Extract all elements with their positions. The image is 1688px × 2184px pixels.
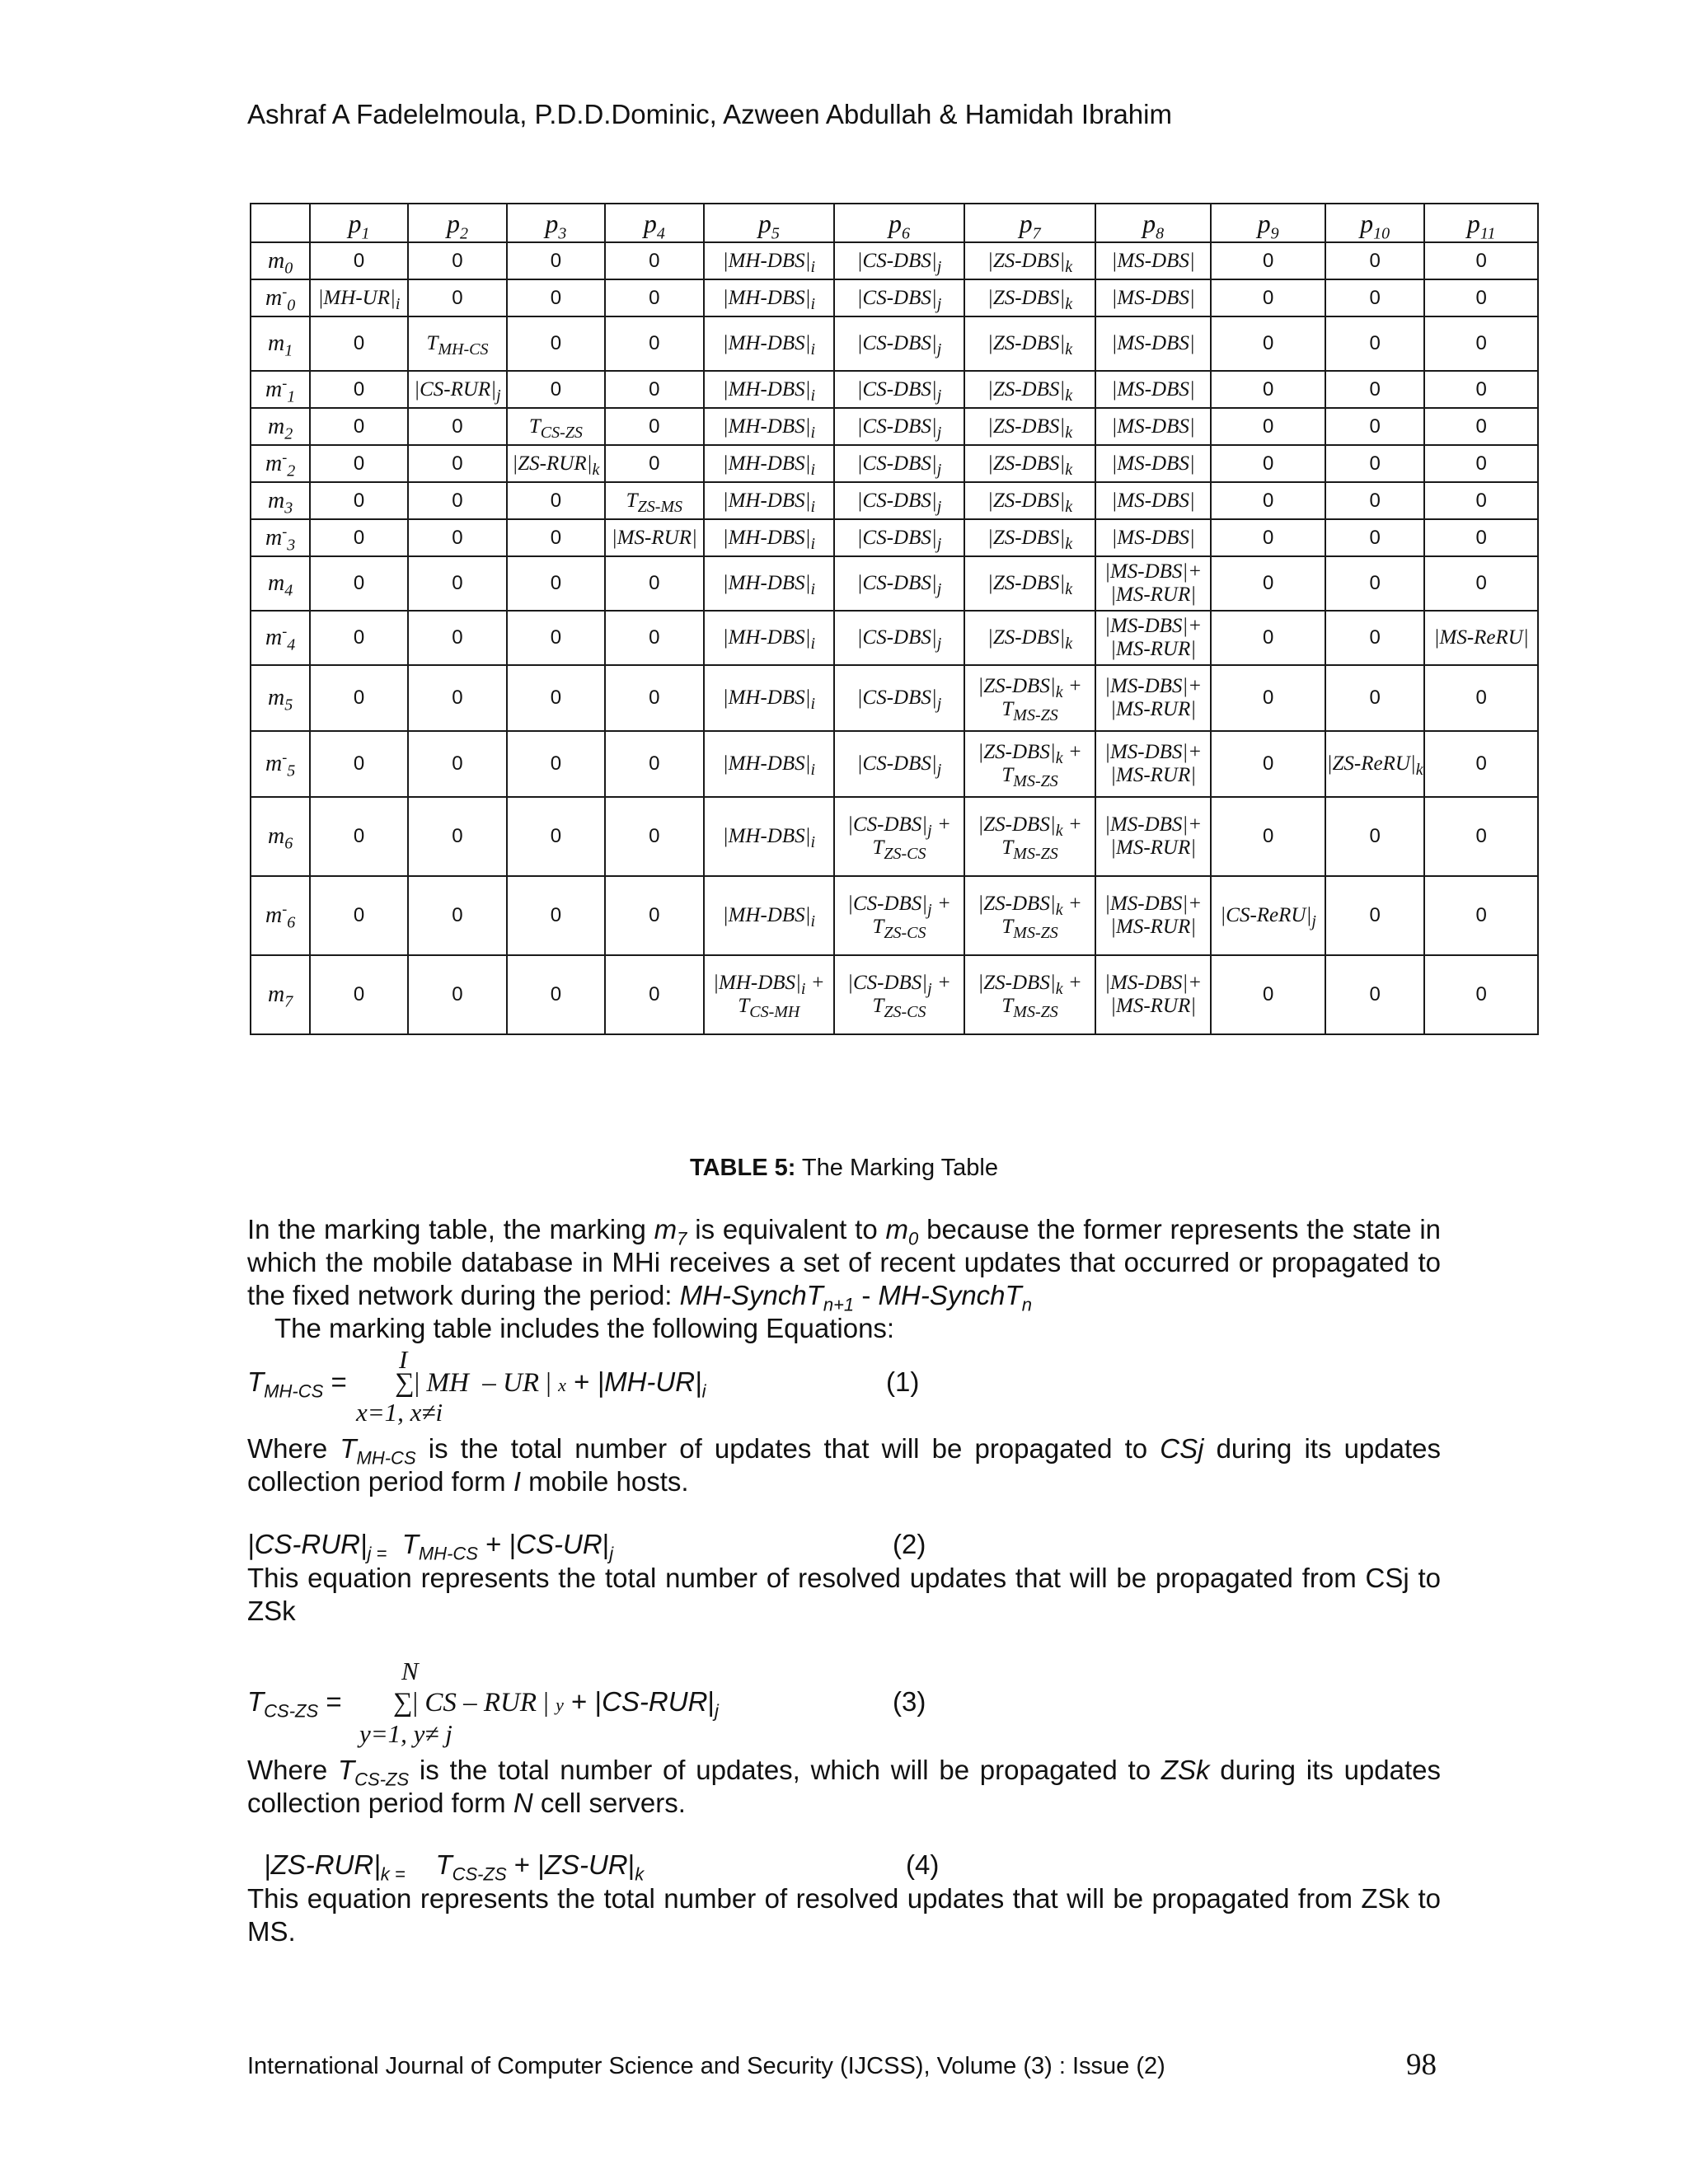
table-cell: $|MH-DBS|_i$ + $T_{CS-MH}$ xyxy=(704,955,834,1034)
table-row xyxy=(251,876,1538,955)
table-cell: $|CS-DBS|_j$ xyxy=(834,316,965,371)
table-cell: 0 xyxy=(310,242,407,279)
table-cell: 0 xyxy=(408,611,507,665)
row-label: $m^-_2$ xyxy=(251,445,310,482)
header-p7: $p_7$ xyxy=(964,204,1095,242)
table-cell: 0 xyxy=(310,876,407,955)
table-cell: $T_{ZS-MS}$ xyxy=(605,482,704,519)
table-cell: $|ZS-DBS|_k$ xyxy=(964,279,1095,316)
table-cell: $|CS-DBS|_j$ xyxy=(834,371,965,408)
table-cell: 0 xyxy=(1211,371,1325,408)
table-cell: $|CS-DBS|_j$ xyxy=(834,556,965,611)
table-cell: 0 xyxy=(507,731,604,797)
row-label: $m^-_3$ xyxy=(251,519,310,556)
table-cell: 0 xyxy=(507,797,604,876)
table-cell: $|MH-DBS|_i$ xyxy=(704,242,834,279)
table-cell: $|ZS-DBS|_k$ xyxy=(964,408,1095,445)
table-row xyxy=(251,556,1538,611)
table-cell: 0 xyxy=(1325,519,1424,556)
table-cell: $|ZS-DBS|_k$ + $T_{MS-ZS}$ xyxy=(964,665,1095,731)
table-cell: 0 xyxy=(1325,445,1424,482)
table-cell: $|ZS-DBS|_k$ xyxy=(964,371,1095,408)
table-cell: 0 xyxy=(1424,731,1538,797)
table-cell: $|ZS-DBS|_k$ xyxy=(964,445,1095,482)
table-header-row xyxy=(251,204,1538,242)
table-cell: 0 xyxy=(1325,611,1424,665)
table-cell: 0 xyxy=(1325,316,1424,371)
table-cell: $|MH-DBS|_i$ xyxy=(704,797,834,876)
table-cell: 0 xyxy=(1211,955,1325,1034)
table-row xyxy=(251,665,1538,731)
table-cell: 0 xyxy=(1211,731,1325,797)
table-cell: $|MH-DBS|_i$ xyxy=(704,665,834,731)
table-cell: 0 xyxy=(1211,482,1325,519)
description-2: This equation represents the total number of resolved updates that will be propagated from CSj to ZSk xyxy=(247,1563,1441,1626)
table-cell: 0 xyxy=(1211,556,1325,611)
table-cell: $|CS-ReRU|_j$ xyxy=(1211,876,1325,955)
table-cell: 0 xyxy=(408,519,507,556)
table-cell: 0 xyxy=(507,519,604,556)
table-cell: $|MH-DBS|_i$ xyxy=(704,482,834,519)
table-cell: $|MH-DBS|_i$ xyxy=(704,316,834,371)
row-label: $m_6$ xyxy=(251,797,310,876)
table-cell: $|CS-DBS|_j$ + $T_{ZS-CS}$ xyxy=(834,955,965,1034)
table-row xyxy=(251,408,1538,445)
table-cell: 0 xyxy=(1325,482,1424,519)
table-cell: $|CS-RUR|_j$ xyxy=(408,371,507,408)
table-cell: 0 xyxy=(310,519,407,556)
table-cell: 0 xyxy=(1325,665,1424,731)
table-cell: 0 xyxy=(408,731,507,797)
table-cell: 0 xyxy=(310,556,407,611)
table-cell: |MS-DBS|+ |MS-RUR| xyxy=(1095,955,1212,1034)
table-cell: 0 xyxy=(1424,519,1538,556)
table-cell: |MS-DBS| xyxy=(1095,482,1212,519)
table-cell: $|MH-DBS|_i$ xyxy=(704,519,834,556)
table-cell: 0 xyxy=(408,482,507,519)
footer-journal: International Journal of Computer Science and Security (IJCSS), Volume (3) : Issue (2) xyxy=(247,2053,1165,2079)
table-cell: 0 xyxy=(1211,665,1325,731)
equation-3: $T_{CS-ZS}$ = ∑| CS – RUR | $y + |CS-RUR|_j$ xyxy=(247,1686,719,1722)
row-label: $m^-_4$ xyxy=(251,611,310,665)
table-cell: 0 xyxy=(1211,242,1325,279)
table-body xyxy=(251,242,1538,1034)
table-cell: 0 xyxy=(1325,556,1424,611)
table-cell: 0 xyxy=(1424,482,1538,519)
table-cell: 0 xyxy=(1325,408,1424,445)
eq4-number: (4) xyxy=(906,1849,940,1880)
table-cell: 0 xyxy=(1424,556,1538,611)
table-cell: |MS-DBS| xyxy=(1095,371,1212,408)
header-p3: $p_3$ xyxy=(507,204,604,242)
table-cell: 0 xyxy=(310,482,407,519)
table-cell: |MS-DBS| xyxy=(1095,408,1212,445)
table-cell: 0 xyxy=(1325,797,1424,876)
table-cell: 0 xyxy=(1424,955,1538,1034)
row-label: $m^-_0$ xyxy=(251,279,310,316)
table-cell: $|ZS-DBS|_k$ + $T_{MS-ZS}$ xyxy=(964,797,1095,876)
table-cell: 0 xyxy=(310,445,407,482)
table-cell: $|MH-DBS|_i$ xyxy=(704,408,834,445)
table-cell: $|ZS-DBS|_k$ xyxy=(964,482,1095,519)
table-cell: $|MH-DBS|_i$ xyxy=(704,279,834,316)
table-cell: 0 xyxy=(507,279,604,316)
table-cell: $|MH-DBS|_i$ xyxy=(704,445,834,482)
row-label: $m_4$ xyxy=(251,556,310,611)
table-cell: 0 xyxy=(507,316,604,371)
table-cell: 0 xyxy=(310,797,407,876)
table-cell: $|MH-UR|_i$ xyxy=(310,279,407,316)
header-p2: $p_2$ xyxy=(408,204,507,242)
table-cell: 0 xyxy=(1325,876,1424,955)
table-cell: |MS-DBS|+ |MS-RUR| xyxy=(1095,556,1212,611)
eq3-lower-limit: y=1, y≠ j xyxy=(359,1719,452,1748)
table-cell: 0 xyxy=(507,876,604,955)
table-cell: $|MH-DBS|_i$ xyxy=(704,876,834,955)
header-p5: $p_5$ xyxy=(704,204,834,242)
table-cell: 0 xyxy=(408,445,507,482)
row-label: $m^-_6$ xyxy=(251,876,310,955)
marking-table xyxy=(250,203,1539,1035)
table-cell: 0 xyxy=(605,242,704,279)
table-cell: $|CS-DBS|_j$ xyxy=(834,445,965,482)
table-row xyxy=(251,611,1538,665)
table-row xyxy=(251,482,1538,519)
table-cell: 0 xyxy=(1211,316,1325,371)
table-cell: 0 xyxy=(310,371,407,408)
table-cell: 0 xyxy=(1211,279,1325,316)
para1-rendered: In the marking table, the marking $m_7$ is equivalent to $m_0$ because the former represents the state in which the mobile database in MHi receives a set of recent updates that occurred or propagated to the fixed network during the period: MH-SynchT$_{n+1}$ - MH-SynchT$_n$ xyxy=(247,1214,1442,1315)
table-cell: 0 xyxy=(1424,876,1538,955)
table-cell: $|CS-DBS|_j$ xyxy=(834,731,965,797)
table-cell: 0 xyxy=(1211,445,1325,482)
table-cell: |MS-DBS| xyxy=(1095,242,1212,279)
table-row xyxy=(251,519,1538,556)
header-p1: $p_1$ xyxy=(310,204,407,242)
description-4: This equation represents the total number of resolved updates that will be propagated from ZSk to MS. xyxy=(247,1883,1441,1947)
table-cell: $|CS-DBS|_j$ xyxy=(834,519,965,556)
row-label: $m^-_1$ xyxy=(251,371,310,408)
table-cell: $|MH-DBS|_i$ xyxy=(704,731,834,797)
table-cell: $|ZS-DBS|_k$ xyxy=(964,242,1095,279)
table-cell: |MS-DBS|+ |MS-RUR| xyxy=(1095,665,1212,731)
row-label: $m_5$ xyxy=(251,665,310,731)
table-cell: |MS-DBS| xyxy=(1095,279,1212,316)
table-cell: $|ZS-RUR|_k$ xyxy=(507,445,604,482)
table-cell: 0 xyxy=(310,611,407,665)
table-cell: $|ZS-DBS|_k$ xyxy=(964,611,1095,665)
table-cell: |MS-DBS|+ |MS-RUR| xyxy=(1095,876,1212,955)
table-cell: 0 xyxy=(310,665,407,731)
row-label: $m_1$ xyxy=(251,316,310,371)
row-label: $m^-_5$ xyxy=(251,731,310,797)
table-row xyxy=(251,797,1538,876)
table-cell: 0 xyxy=(1424,279,1538,316)
table-cell: 0 xyxy=(605,279,704,316)
table-cell: $|ZS-DBS|_k$ xyxy=(964,316,1095,371)
table-cell: 0 xyxy=(507,556,604,611)
table-cell: 0 xyxy=(408,876,507,955)
table-caption: TABLE 5: The Marking Table xyxy=(690,1155,998,1181)
table-cell: |MS-DBS| xyxy=(1095,519,1212,556)
table-cell: 0 xyxy=(605,445,704,482)
header-p10: $p_{10}$ xyxy=(1325,204,1424,242)
header-corner xyxy=(251,204,310,242)
header-p6: $p_6$ xyxy=(834,204,965,242)
table-cell: $T_{MH-CS}$ xyxy=(408,316,507,371)
eq1-lower-limit: x=1, x≠i xyxy=(356,1398,443,1427)
eq1-number: (1) xyxy=(886,1366,920,1397)
table-row xyxy=(251,731,1538,797)
table-cell: |MS-ReRU| xyxy=(1424,611,1538,665)
page-number: 98 xyxy=(1406,2048,1437,2082)
table-cell: 0 xyxy=(1211,797,1325,876)
table-cell: $|CS-DBS|_j$ xyxy=(834,279,965,316)
table-cell: |MS-RUR| xyxy=(605,519,704,556)
table-cell: 0 xyxy=(1424,665,1538,731)
table-cell: 0 xyxy=(1211,519,1325,556)
table-cell: $T_{CS-ZS}$ xyxy=(507,408,604,445)
table-cell: $|MH-DBS|_i$ xyxy=(704,371,834,408)
header-p9: $p_9$ xyxy=(1211,204,1325,242)
row-label: $m_2$ xyxy=(251,408,310,445)
table-cell: 0 xyxy=(605,665,704,731)
table-cell: 0 xyxy=(408,242,507,279)
table-cell: 0 xyxy=(605,371,704,408)
table-cell: $|CS-DBS|_j$ xyxy=(834,665,965,731)
table-cell: 0 xyxy=(1424,242,1538,279)
table-cell: 0 xyxy=(605,876,704,955)
table-cell: $|ZS-DBS|_k$ + $T_{MS-ZS}$ xyxy=(964,955,1095,1034)
table-cell: $|CS-DBS|_j$ + $T_{ZS-CS}$ xyxy=(834,876,965,955)
table-cell: 0 xyxy=(310,408,407,445)
table-cell: 0 xyxy=(605,797,704,876)
table-cell: $|MH-DBS|_i$ xyxy=(704,556,834,611)
table-cell: $|CS-DBS|_j$ + $T_{ZS-CS}$ xyxy=(834,797,965,876)
header-p11: $p_{11}$ xyxy=(1424,204,1538,242)
table-cell: 0 xyxy=(1325,371,1424,408)
table-row xyxy=(251,445,1538,482)
table-row xyxy=(251,371,1538,408)
table-cell: $|CS-DBS|_j$ xyxy=(834,408,965,445)
table-cell: $|CS-DBS|_j$ xyxy=(834,611,965,665)
header-p8: $p_8$ xyxy=(1095,204,1212,242)
table-cell: 0 xyxy=(408,955,507,1034)
table-cell: $|ZS-DBS|_k$ xyxy=(964,519,1095,556)
table-cell: 0 xyxy=(1424,797,1538,876)
table-row xyxy=(251,955,1538,1034)
table-cell: $|MH-DBS|_i$ xyxy=(704,611,834,665)
table-cell: 0 xyxy=(1424,371,1538,408)
table-cell: 0 xyxy=(1424,316,1538,371)
table-cell: |MS-DBS|+ |MS-RUR| xyxy=(1095,731,1212,797)
eq2-number: (2) xyxy=(893,1529,926,1559)
table-cell: |MS-DBS| xyxy=(1095,445,1212,482)
table-cell: 0 xyxy=(408,556,507,611)
table-cell: 0 xyxy=(507,665,604,731)
table-cell: 0 xyxy=(605,408,704,445)
paragraph-intro xyxy=(247,1213,1442,1315)
eq1-upper-limit: I xyxy=(399,1345,408,1374)
table-cell: 0 xyxy=(605,955,704,1034)
table-cell: 0 xyxy=(507,242,604,279)
table-cell: 0 xyxy=(605,556,704,611)
table-row xyxy=(251,242,1538,279)
equation-4: $|ZS-RUR|_{k =}$ $T_{CS-ZS} + |ZS-UR|_k$ xyxy=(264,1849,645,1885)
table-cell: 0 xyxy=(1325,955,1424,1034)
table-cell: 0 xyxy=(408,408,507,445)
table-cell: 0 xyxy=(310,316,407,371)
eq3-number: (3) xyxy=(893,1686,926,1717)
table-cell: 0 xyxy=(1211,611,1325,665)
running-header: Ashraf A Fadelelmoula, P.D.D.Dominic, Azween Abdullah & Hamidah Ibrahim xyxy=(247,99,1172,129)
table-cell: 0 xyxy=(310,955,407,1034)
eq3-upper-limit: N xyxy=(401,1657,419,1685)
table-cell: $|CS-DBS|_j$ xyxy=(834,482,965,519)
paragraph-equations-intro: The marking table includes the following Equations: xyxy=(274,1313,895,1343)
table-cell: $|ZS-DBS|_k$ xyxy=(964,556,1095,611)
table-row xyxy=(251,316,1538,371)
table-cell: 0 xyxy=(310,731,407,797)
table-row xyxy=(251,279,1538,316)
equation-2: $|CS-RUR|_{j =}$ $T_{MH-CS} + |CS-UR|_j$ xyxy=(247,1529,614,1564)
table-cell: 0 xyxy=(605,611,704,665)
table-cell: |MS-DBS|+ |MS-RUR| xyxy=(1095,797,1212,876)
table-cell: $|ZS-ReRU|_k$ xyxy=(1325,731,1424,797)
table-cell: $|CS-DBS|_j$ xyxy=(834,242,965,279)
table-cell: 0 xyxy=(605,731,704,797)
table-cell: 0 xyxy=(1424,408,1538,445)
table-cell: 0 xyxy=(507,611,604,665)
table-cell: $|ZS-DBS|_k$ + $T_{MS-ZS}$ xyxy=(964,876,1095,955)
where-3: Where $T_{CS-ZS}$ is the total number of updates, which will be propagated to ZSk during its updates collection period form N cell servers. xyxy=(247,1755,1441,1818)
row-label: $m_3$ xyxy=(251,482,310,519)
where-1: Where $T_{MH-CS}$ is the total number of updates that will be propagated to CSj during its updates collection period form I mobile hosts. xyxy=(247,1433,1442,1497)
row-label: $m_0$ xyxy=(251,242,310,279)
table-cell: |MS-DBS| xyxy=(1095,316,1212,371)
equation-1: $T_{MH-CS}$ = ∑| MH – UR | $x + |MH-UR|_i$ xyxy=(247,1366,706,1402)
table-cell: 0 xyxy=(1211,408,1325,445)
table-cell: 0 xyxy=(507,955,604,1034)
table-cell: 0 xyxy=(1424,445,1538,482)
table-cell: 0 xyxy=(507,482,604,519)
table-cell: 0 xyxy=(605,316,704,371)
table-cell: 0 xyxy=(408,665,507,731)
header-p4: $p_4$ xyxy=(605,204,704,242)
row-label: $m_7$ xyxy=(251,955,310,1034)
table-cell: $|ZS-DBS|_k$ + $T_{MS-ZS}$ xyxy=(964,731,1095,797)
table-cell: 0 xyxy=(1325,242,1424,279)
table-cell: |MS-DBS|+ |MS-RUR| xyxy=(1095,611,1212,665)
table-cell: 0 xyxy=(1325,279,1424,316)
table-cell: 0 xyxy=(408,797,507,876)
table-cell: 0 xyxy=(507,371,604,408)
table-cell: 0 xyxy=(408,279,507,316)
